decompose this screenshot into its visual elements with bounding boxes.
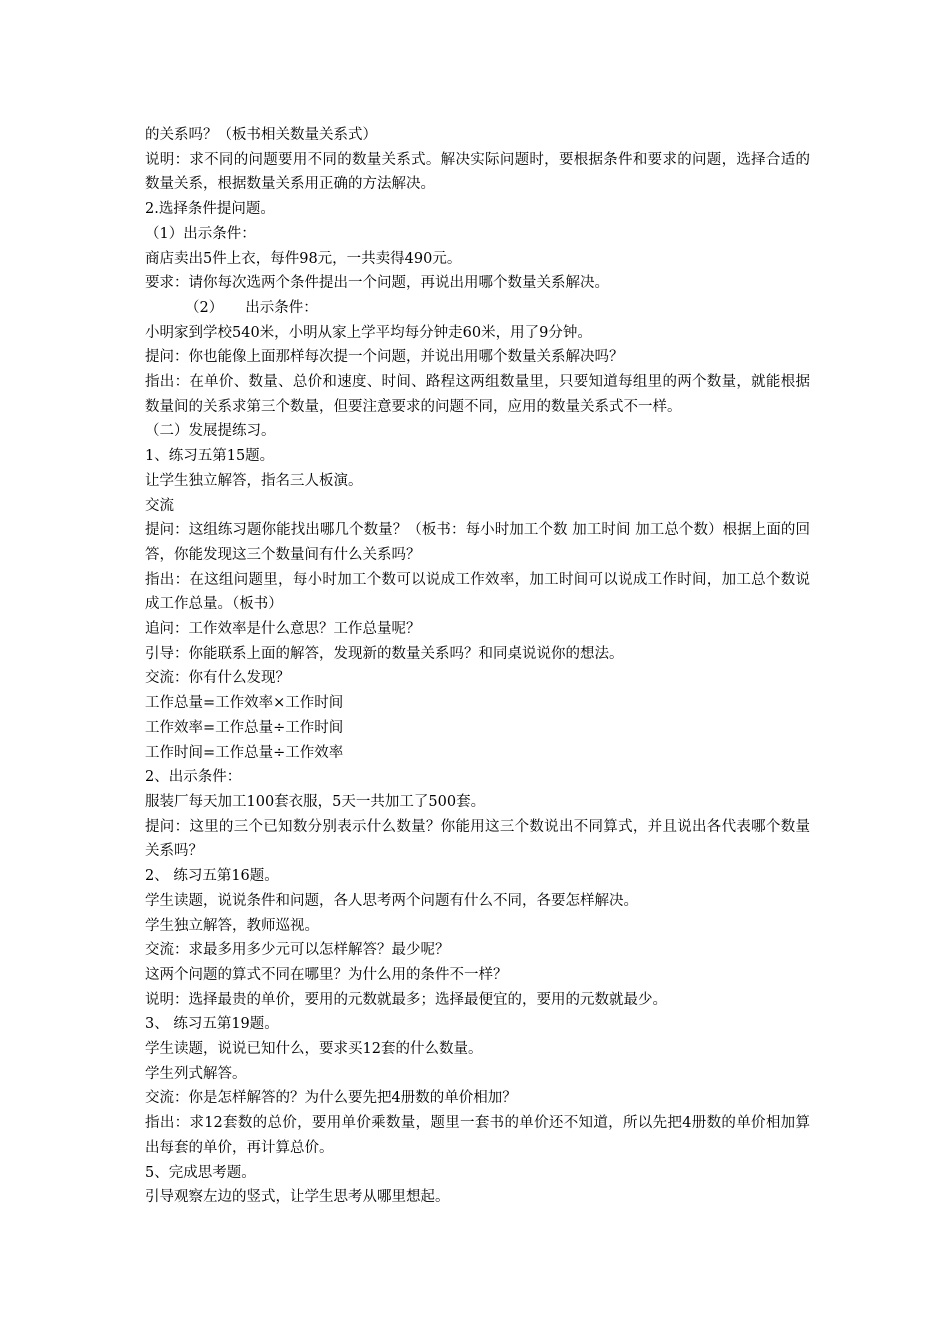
paragraph-32: 学生读题，说说已知什么，要求买12套的什么数量。 [145, 1041, 483, 1058]
paragraph-31: 3、 练习五第19题。 [145, 1016, 279, 1033]
sub-item-text: 出示条件： [245, 299, 318, 316]
paragraph-36: 5、完成思考题。 [145, 1164, 256, 1181]
formula-3: 工作时间=工作总量÷工作效率 [145, 744, 344, 761]
paragraph-27: 学生独立解答，教师巡视。 [145, 917, 319, 934]
paragraph-14: 提问：这组练习题你能找出哪几个数量？（板书：每小时加工个数 加工时间 加工总个数）根据上面的回答，你能发现这三个数量间有什么关系吗？ [145, 522, 810, 563]
paragraph-24: 提问：这里的三个已知数分别表示什么数量？你能用这三个数说出不同算式，并且说出各代表哪个数量关系吗？ [145, 818, 810, 860]
paragraph-29: 这两个问题的算式不同在哪里？为什么用的条件不一样？ [145, 966, 508, 983]
paragraph-26: 学生读题，说说条件和问题，各人思考两个问题有什么不同，各要怎样解决。 [145, 892, 638, 909]
paragraph-5: 商店卖出5件上衣，每件98元，一共卖得490元。 [145, 250, 462, 267]
paragraph-28: 交流：求最多用多少元可以怎样解答？最少呢？ [145, 942, 450, 959]
paragraph-17: 引导：你能联系上面的解答，发现新的数量关系吗？和同桌说说你的想法。 [145, 645, 624, 662]
formula-2: 工作效率=工作总量÷工作时间 [145, 719, 344, 736]
paragraph-3: 2.选择条件提问题。 [145, 201, 275, 218]
paragraph-23: 服装厂每天加工100套衣服，5天一共加工了500套。 [145, 793, 486, 810]
paragraph-7: 小明家到学校540米，小明从家上学平均每分钟走60米，用了9分钟。 [145, 324, 592, 341]
paragraph-9: 指出：在单价、数量、总价和速度、时间、路程这两组数量里，只要知道每组里的两个数量，就能根据数量间的关系求第三个数量，但要注意要求的问题不同，应用的数量关系式不一样。 [145, 374, 810, 415]
paragraph-30: 说明：选择最贵的单价，要用的元数就最多；选择最便宜的，要用的元数就最少。 [145, 991, 667, 1008]
paragraph-13: 交流 [145, 497, 174, 514]
paragraph-34: 交流：你是怎样解答的？为什么要先把4册数的单价相加？ [145, 1090, 517, 1107]
document-body [145, 123, 810, 1210]
paragraph-11: 1、练习五第15题。 [145, 448, 275, 465]
paragraph-4: （1）出示条件： [145, 225, 256, 242]
sub-item-number: （2） [185, 299, 224, 316]
paragraph-33: 学生列式解答。 [145, 1065, 247, 1082]
paragraph-25: 2、 练习五第16题。 [145, 868, 279, 885]
sub-item-heading [145, 296, 810, 321]
paragraph-37: 引导观察左边的竖式，让学生思考从哪里想起。 [145, 1189, 450, 1206]
paragraph-8: 提问：你也能像上面那样每次提一个问题，并说出用哪个数量关系解决吗？ [145, 349, 624, 366]
paragraph-1: 的关系吗？（板书相关数量关系式） [145, 127, 377, 143]
paragraph-10: （二）发展提练习。 [145, 423, 276, 440]
paragraph-6: 要求：请你每次选两个条件提出一个问题，再说出用哪个数量关系解决。 [145, 275, 609, 292]
paragraph-2: 说明：求不同的问题要用不同的数量关系式。解决实际问题时，要根据条件和要求的问题，选择合适的数量关系，根据数量关系用正确的方法解决。 [145, 151, 810, 193]
paragraph-18: 交流：你有什么发现？ [145, 670, 290, 687]
paragraph-16: 追问：工作效率是什么意思？工作总量呢？ [145, 621, 421, 638]
paragraph-12: 让学生独立解答，指名三人板演。 [145, 472, 363, 489]
formula-1: 工作总量=工作效率×工作时间 [145, 695, 344, 712]
paragraph-35: 指出：求12套数的总价，要用单价乘数量，题里一套书的单价还不知道，所以先把4册数的单价相加算出每套的单价，再计算总价。 [145, 1115, 810, 1156]
paragraph-22: 2、出示条件： [145, 769, 242, 786]
paragraph-15: 指出：在这组问题里，每小时加工个数可以说成工作效率，加工时间可以说成工作时间，加工总个数说成工作总量。（板书） [145, 571, 810, 613]
